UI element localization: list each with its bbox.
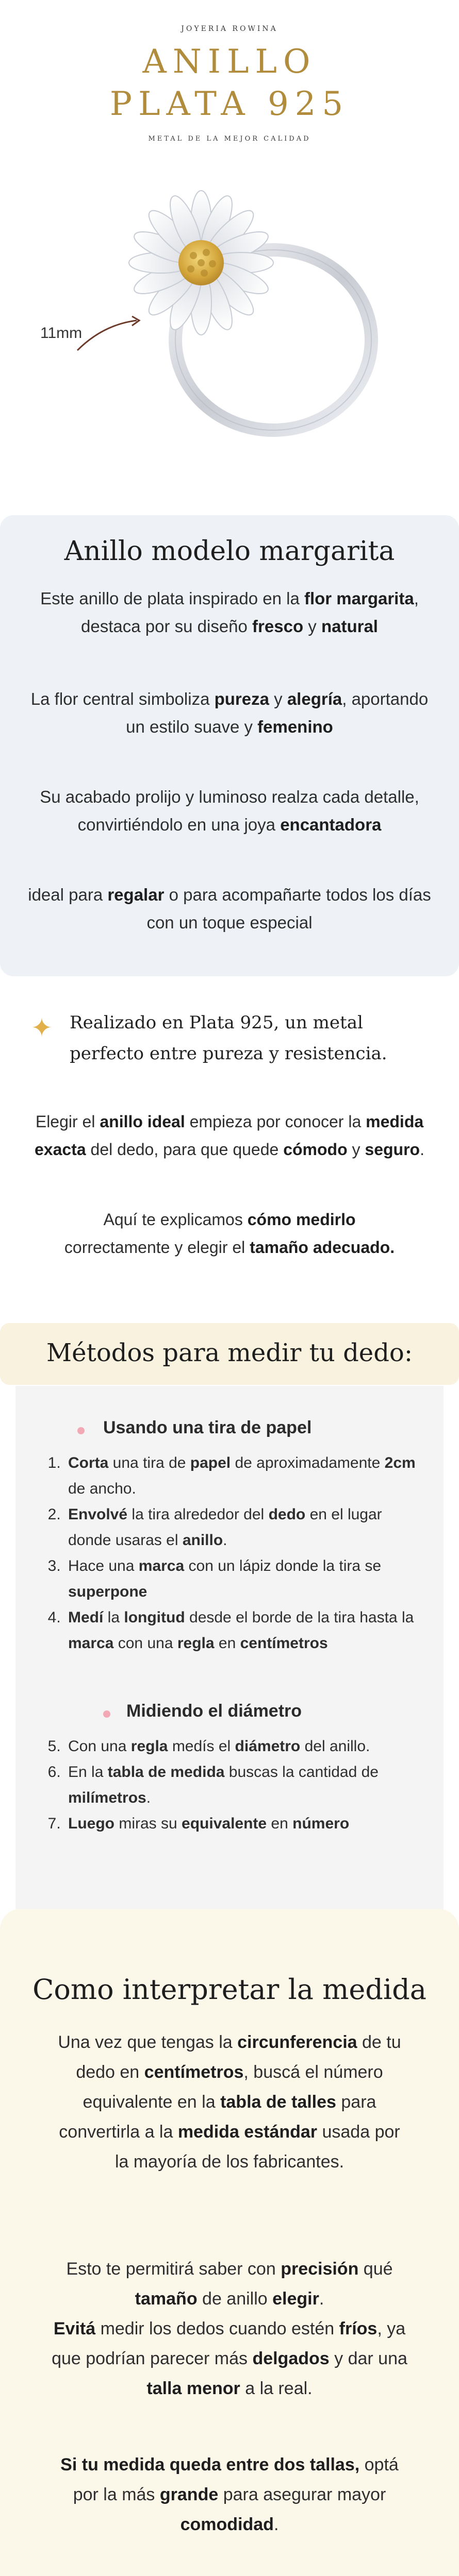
size-label: 11mm — [40, 325, 83, 342]
bullet-dot-icon — [77, 1427, 85, 1434]
list-item: 4. Medí la longitud desde el borde de la tira hasta la marca con una regla en centímetros — [65, 1605, 423, 1656]
description-title: Anillo modelo margarita — [64, 536, 395, 567]
interpret-title: Como interpretar la medida — [32, 1973, 427, 2006]
list-item: 1. Corta una tira de papel de aproximadamente 2cm de ancho. — [65, 1450, 423, 1502]
method-paper-steps — [41, 1450, 423, 1656]
list-item: 5. Con una regla medís el diámetro del anillo. — [65, 1734, 423, 1759]
interpret-p3: Si tu medida queda entre dos tallas, optá por la más grande para asegurar mayor comodidad. — [60, 2455, 399, 2534]
bullet-dot-icon — [103, 1710, 110, 1718]
tagline: METAL DE LA MEJOR CALIDAD — [148, 135, 311, 143]
intro-p2: Aquí te explicamos cómo medirlo correctamente y elegir el tamaño adecuado. — [64, 1210, 395, 1257]
daisy-ring-illustration — [31, 185, 433, 464]
list-item: 3. Hace una marca con un lápiz donde la tira se superpone — [65, 1553, 423, 1605]
description-p4: ideal para regalar o para acompañarte todos los días con un toque especial — [28, 885, 431, 932]
method-diameter-steps — [41, 1734, 423, 1837]
interpret-p2: Esto te permitirá saber con precisión qué tamaño de anillo elegir. Evitá medir los dedos cuando estén fríos, ya que podrían parecer más delgados y dar una talla menor a la real. — [52, 2259, 407, 2398]
method-paper-title: Usando una tira de papel — [103, 1418, 312, 1437]
material-note: Realizado en Plata 925, un metal perfecto entre pureza y resistencia. — [70, 1012, 387, 1064]
interpret-p1: Una vez que tengas la circunferencia de tu dedo en centímetros, buscá el número equivalente en la tabla de talles para convertirla a la medida estándar usada por la mayoría de los fabricantes. — [58, 2032, 401, 2172]
list-item: 6. En la tabla de medida buscas la cantidad de milímetros. — [65, 1759, 423, 1811]
description-p2: La flor central simboliza pureza y alegría, aportando un estilo suave y femenino — [30, 689, 429, 736]
description-p3: Su acabado prolijo y luminoso realza cada detalle, convirtiéndolo en una joya encantadora — [40, 787, 419, 834]
intro-p1: Elegir el anillo ideal empieza por conocer la medida exacta del dedo, para que quede cómodo y seguro. — [35, 1112, 424, 1159]
size-arrow — [77, 320, 137, 350]
list-item: 7. Luego miras su equivalente en número — [65, 1811, 423, 1837]
methods-title: Métodos para medir tu dedo: — [46, 1338, 413, 1367]
description-p1: Este anillo de plata inspirado en la flor margarita, destaca por su diseño fresco y natural — [40, 589, 419, 636]
product-title-line1: ANILLO — [142, 43, 317, 81]
product-title-line2: PLATA 925 — [109, 85, 350, 123]
brand-name: JOYERIA ROWINA — [181, 25, 278, 33]
sparkle-icon: ✦ — [31, 1013, 53, 1042]
daisy-flower — [129, 191, 273, 335]
method-diameter-title: Midiendo el diámetro — [126, 1701, 302, 1721]
list-item: 2. Envolvé la tira alrededor del dedo en el lugar donde usaras el anillo. — [65, 1502, 423, 1553]
product-image — [31, 185, 433, 464]
